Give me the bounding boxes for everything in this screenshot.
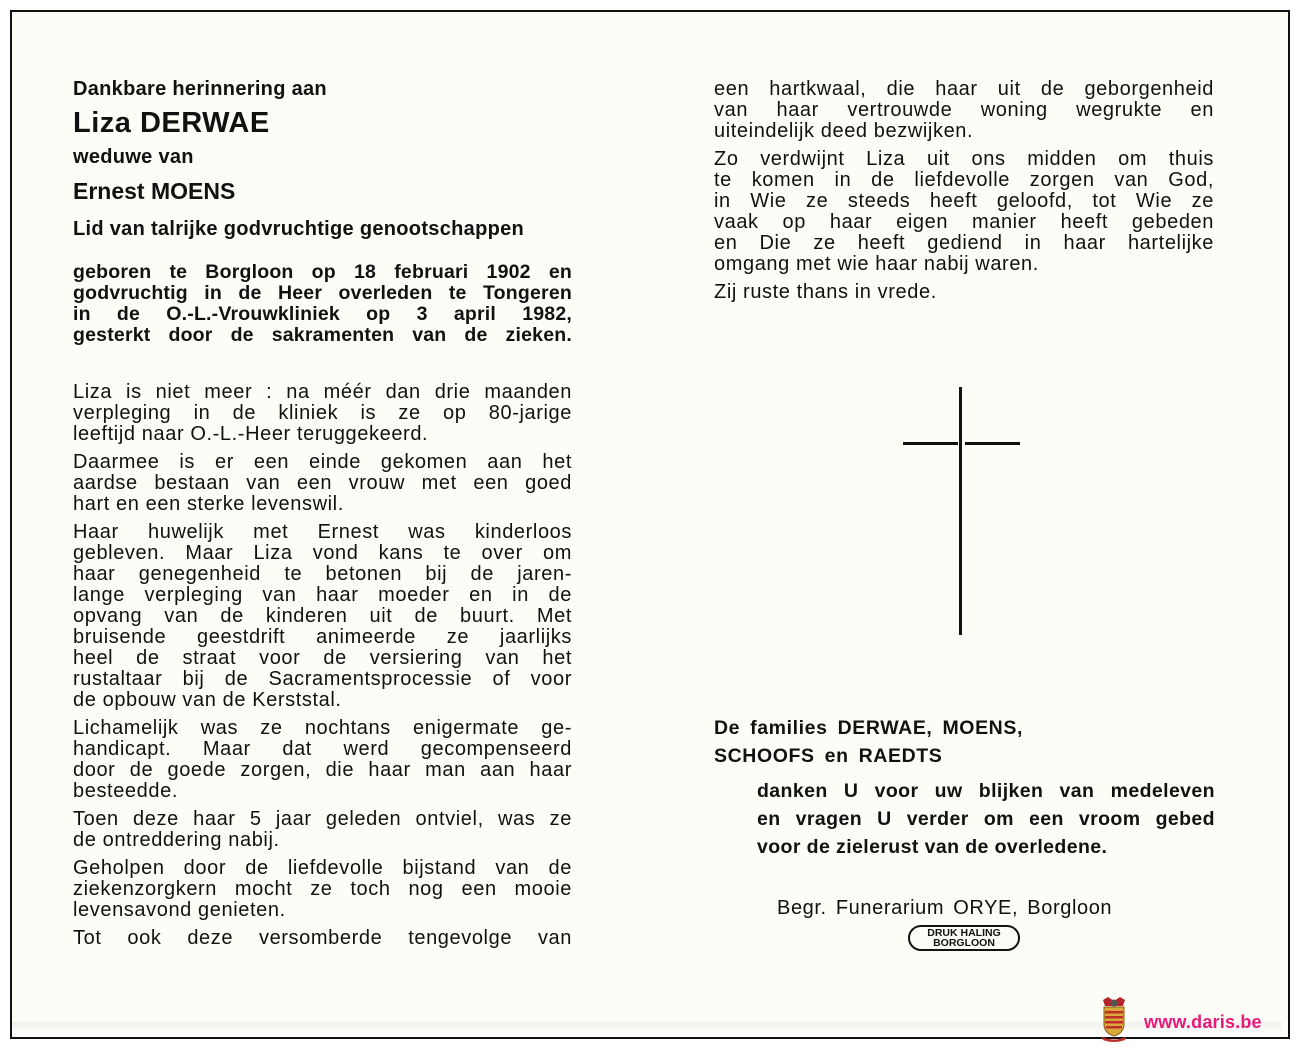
text-line: heel de straat voor de versiering van het (73, 647, 572, 669)
text-line: Tot ook deze versomberde tengevolge van (73, 927, 572, 949)
printer-stamp (908, 925, 1020, 951)
text-line: aardse bestaan van een vrouw met een goed (73, 472, 572, 494)
text-line: verpleging in de kliniek is ze op 80-jarige (73, 402, 572, 424)
text-line: geboren te Borgloon op 18 februari 1902 en (73, 261, 572, 283)
text-line: Geholpen door de liefdevolle bijstand van de (73, 857, 572, 879)
birth-death-block (73, 262, 572, 346)
text-line: levensavond genieten. (73, 899, 286, 921)
paragraph (73, 382, 572, 445)
paragraph (73, 858, 572, 921)
text-line: Daarmee is er een einde gekomen aan het (73, 451, 572, 473)
paragraph (714, 79, 1214, 142)
text-line: besteedde. (73, 780, 178, 802)
text-line: ziekenzorgkern mocht ze toch nog een mooie (73, 878, 572, 900)
text-line: de opbouw van de Kerststal. (73, 689, 342, 711)
text-line: gebleven. Maar Liza vond kans te over om (73, 542, 572, 564)
text-line: in de O.-L.-Vrouwkliniek op 3 april 1982, (73, 303, 572, 325)
relation-line: weduwe van (73, 146, 194, 168)
thanks-line: voor de zielerust van de overledene. (757, 836, 1108, 858)
left-column (73, 74, 572, 949)
text-line: bruisende geestdrift animeerde ze jaarlijks (73, 626, 572, 648)
text-line: Zij ruste thans in vrede. (714, 281, 937, 303)
paragraph (73, 809, 572, 851)
text-line: en Die ze heeft gediend in haar hartelijke (714, 232, 1214, 254)
text-line: godvruchtig in de Heer overleden te Tongeren (73, 282, 572, 304)
paragraph (714, 149, 1214, 275)
stamp-line: BORGLOON (933, 937, 995, 949)
text-line: de ontreddering nabij. (73, 829, 280, 851)
stamp-line: DRUK HALING (927, 927, 1001, 939)
paragraph (73, 928, 572, 949)
text-line: lange verpleging van haar moeder en in de (73, 584, 572, 606)
text-line: uiteindelijk deed bezwijken. (714, 120, 974, 142)
cross-left-arm (903, 442, 958, 445)
right-column (714, 74, 1214, 303)
thanks-line: danken U voor uw blijken van medeleven (757, 780, 1215, 802)
watermark (1100, 996, 1300, 1046)
thanks-block (757, 777, 1215, 861)
cross-icon (901, 387, 1021, 635)
text-line: opvang van de kinderen uit de buurt. Met (73, 605, 572, 627)
text-line: gesterkt door de sakramenten van de zieken. (73, 324, 572, 346)
biography (73, 382, 572, 949)
text-line: een hartkwaal, die haar uit de geborgenheid (714, 78, 1214, 100)
text-line: door de goede zorgen, die haar man aan haar (73, 759, 572, 781)
text-line: Lichamelijk was ze nochtans enigermate ge- (73, 717, 572, 739)
deceased-name: Liza DERWAE (73, 107, 270, 139)
funerarium-credit: Begr. Funerarium ORYE, Borgloon (777, 897, 1113, 919)
website-link[interactable]: www.daris.be (1144, 1012, 1262, 1032)
intro-line: Dankbare herinnering aan (73, 78, 327, 100)
text-line: vaak op haar eigen manier heeft gebeden (714, 211, 1214, 233)
text-line: hart en een sterke levenswil. (73, 493, 344, 515)
text-line: rustaltaar bij de Sacramentsprocessie of voor (73, 668, 572, 690)
text-line: Liza is niet meer : na méér dan drie maanden (73, 381, 572, 403)
text-line: Zo verdwijnt Liza uit ons midden om thuis (714, 148, 1214, 170)
coat-of-arms-icon (1100, 996, 1128, 1042)
cross-vertical-bar (959, 387, 962, 635)
text-line: te komen in de liefdevolle zorgen van God, (714, 169, 1214, 191)
text-line: van haar vertrouwde woning wegrukte en (714, 99, 1214, 121)
thanks-line: en vragen U verder om een vroom gebed (757, 808, 1215, 830)
text-line: Toen deze haar 5 jaar geleden ontviel, was ze (73, 808, 572, 830)
text-line: leeftijd naar O.-L.-Heer teruggekeerd. (73, 423, 429, 445)
families-line: De families DERWAE, MOENS, (714, 717, 1023, 739)
paragraph (73, 718, 572, 802)
families-block (714, 714, 1234, 770)
text-line: handicapt. Maar dat werd gecompenseerd (73, 738, 572, 760)
card-bottom-shadow (12, 1022, 1282, 1037)
membership-line: Lid van talrijke godvruchtige genootschappen (73, 218, 525, 240)
text-line: Haar huwelijk met Ernest was kinderloos (73, 521, 572, 543)
paragraph (73, 522, 572, 711)
spouse-name: Ernest MOENS (73, 178, 236, 204)
text-line: in Wie ze steeds heeft geloofd, tot Wie ze (714, 190, 1214, 212)
paragraph (714, 282, 1214, 303)
text-line: haar genegenheid te betonen bij de jaren- (73, 563, 572, 585)
cross-right-arm (965, 442, 1020, 445)
paragraph (73, 452, 572, 515)
families-line: SCHOOFS en RAEDTS (714, 745, 943, 767)
text-line: omgang met wie haar nabij waren. (714, 253, 1039, 275)
